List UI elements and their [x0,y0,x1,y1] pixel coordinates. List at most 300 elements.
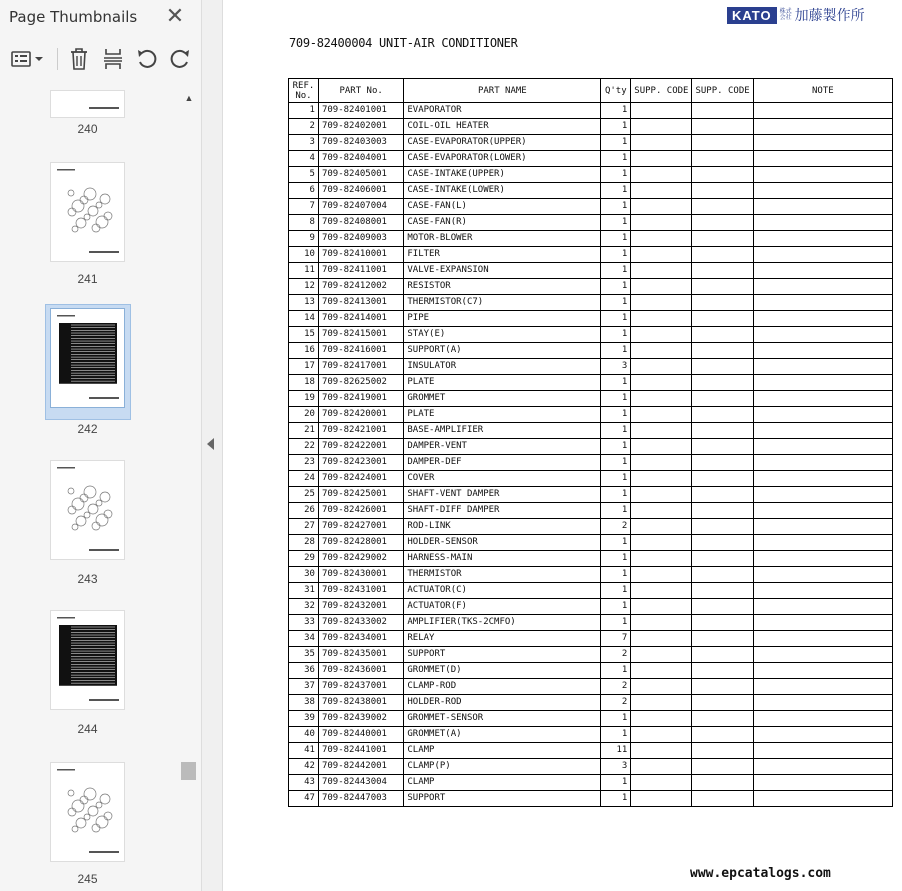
thumbnail-options-button[interactable] [8,44,46,74]
ref-cell: 37 [289,679,319,695]
supp-code-cell [631,631,692,647]
part-name-cell: CASE-EVAPORATOR(UPPER) [404,135,601,151]
qty-cell: 7 [601,631,631,647]
part-name-cell: THERMISTOR(C7) [404,295,601,311]
table-row [289,599,893,615]
part-name-cell: SHAFT-DIFF DAMPER [404,503,601,519]
note-cell [753,119,892,135]
supp-code-cell [631,327,692,343]
qty-cell: 1 [601,183,631,199]
insert-page-button[interactable] [100,44,126,74]
qty-cell: 1 [601,551,631,567]
supp-code-cell [692,247,753,263]
part-name-cell: MOTOR-BLOWER [404,231,601,247]
qty-cell: 1 [601,663,631,679]
logo-brand: KATO [727,7,777,24]
thumbnail-page[interactable] [50,762,125,862]
ref-cell: 18 [289,375,319,391]
part-number-cell: 709-82406001 [318,183,403,199]
part-number-cell: 709-82428001 [318,535,403,551]
table-row [289,583,893,599]
qty-cell: 1 [601,471,631,487]
part-name-cell: ACTUATOR(C) [404,583,601,599]
table-row [289,391,893,407]
table-row [289,663,893,679]
table-row [289,567,893,583]
supp-code-cell [692,775,753,791]
note-cell [753,455,892,471]
ref-cell: 38 [289,695,319,711]
table-row [289,695,893,711]
note-cell [753,375,892,391]
table-row [289,759,893,775]
supp-code-cell [631,279,692,295]
qty-cell: 1 [601,391,631,407]
panel-header [0,0,201,34]
part-number-cell: 709-82410001 [318,247,403,263]
supp-code-cell [631,439,692,455]
thumbnail-toolbar [0,44,201,76]
parts-table-body [289,103,893,807]
table-row [289,551,893,567]
part-number-cell: 709-82426001 [318,503,403,519]
thumbnail-page[interactable] [50,610,125,710]
table-row [289,151,893,167]
qty-cell: 2 [601,519,631,535]
qty-cell: 1 [601,503,631,519]
supp-code-cell [692,375,753,391]
qty-cell: 1 [601,343,631,359]
logo-small-text: 株式 会社 [779,9,792,21]
supp-code-cell [631,455,692,471]
qty-cell: 1 [601,375,631,391]
part-number-cell: 709-82412002 [318,279,403,295]
part-number-cell: 709-82411001 [318,263,403,279]
table-row [289,775,893,791]
thumbnail-page-number: 244 [77,722,98,736]
supp-code-cell [692,599,753,615]
note-cell [753,279,892,295]
ref-cell: 1 [289,103,319,119]
ref-cell: 42 [289,759,319,775]
collapse-panel-icon[interactable] [207,438,214,450]
supp-code-cell [692,407,753,423]
qty-cell: 1 [601,279,631,295]
part-number-cell: 709-82433002 [318,615,403,631]
supp-code-cell [692,663,753,679]
supp-code-cell [692,359,753,375]
thumbnail-page[interactable] [50,308,125,408]
supp-code-cell [631,119,692,135]
qty-cell: 1 [601,791,631,807]
supp-code-cell [631,151,692,167]
ref-cell: 41 [289,743,319,759]
ref-cell: 39 [289,711,319,727]
ref-cell: 9 [289,231,319,247]
part-name-cell: CASE-FAN(R) [404,215,601,231]
supp-code-cell [631,695,692,711]
qty-cell: 1 [601,295,631,311]
close-panel-button[interactable]: ✕ [165,3,185,28]
note-cell [753,247,892,263]
table-row [289,615,893,631]
ref-cell: 15 [289,327,319,343]
ref-cell: 19 [289,391,319,407]
part-number-cell: 709-82625002 [318,375,403,391]
note-cell [753,743,892,759]
qty-cell: 1 [601,775,631,791]
note-cell [753,567,892,583]
supp-code-cell [631,407,692,423]
ref-cell: 14 [289,311,319,327]
part-number-cell: 709-82401001 [318,103,403,119]
qty-cell: 1 [601,119,631,135]
qty-cell: 1 [601,135,631,151]
ref-cell: 47 [289,791,319,807]
supp-code-cell [631,775,692,791]
supp-code-cell [692,679,753,695]
supp-code-cell [692,695,753,711]
supp-code-cell [631,503,692,519]
part-name-cell: GROMMET(D) [404,663,601,679]
part-number-cell: 709-82437001 [318,679,403,695]
thumbnail-list[interactable] [0,86,181,891]
supp-code-cell [692,279,753,295]
qty-cell: 1 [601,231,631,247]
note-cell [753,167,892,183]
qty-cell: 1 [601,567,631,583]
part-number-cell: 709-82447003 [318,791,403,807]
part-number-cell: 709-82423001 [318,455,403,471]
qty-cell: 1 [601,455,631,471]
ref-cell: 12 [289,279,319,295]
supp-code-cell [631,247,692,263]
part-number-cell: 709-82422001 [318,439,403,455]
ref-cell: 8 [289,215,319,231]
qty-cell: 1 [601,711,631,727]
table-row [289,327,893,343]
part-name-cell: PIPE [404,311,601,327]
watermark: www.epcatalogs.com [690,866,831,881]
table-row [289,215,893,231]
part-number-cell: 709-82438001 [318,695,403,711]
ref-cell: 3 [289,135,319,151]
part-number-cell: 709-82415001 [318,327,403,343]
thumbnail-page-number: 241 [77,272,98,286]
note-cell [753,551,892,567]
part-number-cell: 709-82402001 [318,119,403,135]
qty-cell: 2 [601,695,631,711]
delete-page-button[interactable] [66,44,92,74]
part-number-cell: 709-82424001 [318,471,403,487]
note-cell [753,359,892,375]
supp-code-cell [631,311,692,327]
part-name-cell: SHAFT-VENT DAMPER [404,487,601,503]
part-name-cell: VALVE-EXPANSION [404,263,601,279]
part-number-cell: 709-82405001 [318,167,403,183]
qty-cell: 1 [601,535,631,551]
table-row [289,359,893,375]
ref-cell: 17 [289,359,319,375]
header-part-no: PART No. [318,79,403,103]
note-cell [753,711,892,727]
part-name-cell: GROMMET(A) [404,727,601,743]
supp-code-cell [692,215,753,231]
qty-cell: 1 [601,487,631,503]
thumbnail-preview [51,91,124,117]
supp-code-cell [631,183,692,199]
supp-code-cell [692,295,753,311]
ref-cell: 20 [289,407,319,423]
qty-cell: 1 [601,199,631,215]
table-row [289,199,893,215]
part-name-cell: RESISTOR [404,279,601,295]
table-row [289,743,893,759]
part-number-cell: 709-82414001 [318,311,403,327]
qty-cell: 2 [601,647,631,663]
supp-code-cell [631,567,692,583]
table-row [289,631,893,647]
note-cell [753,215,892,231]
ref-cell: 23 [289,455,319,471]
note-cell [753,423,892,439]
supp-code-cell [692,535,753,551]
supp-code-cell [631,231,692,247]
ref-cell: 5 [289,167,319,183]
part-name-cell: SUPPORT(A) [404,343,601,359]
supp-code-cell [631,167,692,183]
supp-code-cell [631,375,692,391]
supp-code-cell [692,199,753,215]
qty-cell: 1 [601,103,631,119]
part-name-cell: CASE-INTAKE(LOWER) [404,183,601,199]
supp-code-cell [631,391,692,407]
part-name-cell: ACTUATOR(F) [404,599,601,615]
thumbnail-page-number: 243 [77,572,98,586]
part-name-cell: HARNESS-MAIN [404,551,601,567]
part-number-cell: 709-82441001 [318,743,403,759]
part-number-cell: 709-82434001 [318,631,403,647]
table-row [289,183,893,199]
table-row [289,407,893,423]
supp-code-cell [692,311,753,327]
note-cell [753,391,892,407]
supp-code-cell [631,295,692,311]
part-number-cell: 709-82421001 [318,423,403,439]
part-number-cell: 709-82409003 [318,231,403,247]
supp-code-cell [692,759,753,775]
part-name-cell: FILTER [404,247,601,263]
part-number-cell: 709-82416001 [318,343,403,359]
header-supp-code-1: SUPP. CODE [631,79,692,103]
thumbnail-page-number: 245 [77,872,98,886]
part-name-cell: CLAMP [404,775,601,791]
part-name-cell: DAMPER-VENT [404,439,601,455]
part-number-cell: 709-82419001 [318,391,403,407]
part-number-cell: 709-82420001 [318,407,403,423]
note-cell [753,471,892,487]
ref-cell: 40 [289,727,319,743]
supp-code-cell [692,455,753,471]
kato-logo [727,5,865,25]
qty-cell: 1 [601,583,631,599]
supp-code-cell [692,119,753,135]
part-number-cell: 709-82429002 [318,551,403,567]
supp-code-cell [631,471,692,487]
rotate-clockwise-button[interactable] [167,44,193,74]
thumbnail-page[interactable] [50,90,125,118]
ref-cell: 16 [289,343,319,359]
supp-code-cell [692,439,753,455]
ref-cell: 33 [289,615,319,631]
supp-code-cell [631,711,692,727]
note-cell [753,631,892,647]
table-row [289,343,893,359]
ref-cell: 10 [289,247,319,263]
insert-page-icon [102,47,124,71]
part-name-cell: THERMISTOR [404,567,601,583]
ref-cell: 36 [289,663,319,679]
part-name-cell: AMPLIFIER(TKS-2CMFO) [404,615,601,631]
supp-code-cell [631,199,692,215]
part-number-cell: 709-82407004 [318,199,403,215]
header-ref: REF. No. [289,79,319,103]
part-name-cell: HOLDER-SENSOR [404,535,601,551]
ref-cell: 26 [289,503,319,519]
note-cell [753,535,892,551]
part-number-cell: 709-82435001 [318,647,403,663]
table-row [289,295,893,311]
part-name-cell: INSULATOR [404,359,601,375]
note-cell [753,327,892,343]
note-cell [753,663,892,679]
supp-code-cell [631,791,692,807]
table-row [289,167,893,183]
ref-cell: 25 [289,487,319,503]
table-row [289,535,893,551]
rotate-clockwise-icon [168,47,192,71]
part-number-cell: 709-82403003 [318,135,403,151]
supp-code-cell [692,327,753,343]
supp-code-cell [631,599,692,615]
qty-cell: 1 [601,439,631,455]
part-name-cell: SUPPORT [404,647,601,663]
toolbar-separator [57,48,58,70]
thumbnail-page-number: 240 [77,122,98,136]
thumbnail-page[interactable] [50,162,125,262]
thumbnail-preview [51,763,124,861]
part-number-cell: 709-82417001 [318,359,403,375]
table-row [289,423,893,439]
thumbnail-page-number: 242 [77,422,98,436]
part-name-cell: BASE-AMPLIFIER [404,423,601,439]
supp-code-cell [692,743,753,759]
supp-code-cell [692,183,753,199]
supp-code-cell [692,567,753,583]
supp-code-cell [692,647,753,663]
part-number-cell: 709-82431001 [318,583,403,599]
qty-cell: 1 [601,407,631,423]
qty-cell: 2 [601,679,631,695]
supp-code-cell [631,343,692,359]
note-cell [753,487,892,503]
logo-japanese: 加藤製作所 [794,8,865,24]
ref-cell: 34 [289,631,319,647]
ref-cell: 27 [289,519,319,535]
supp-code-cell [631,535,692,551]
part-name-cell: ROD-LINK [404,519,601,535]
qty-cell: 1 [601,423,631,439]
note-cell [753,695,892,711]
part-name-cell: PLATE [404,407,601,423]
rotate-counterclockwise-icon [135,47,159,71]
table-row [289,455,893,471]
table-row [289,231,893,247]
part-number-cell: 709-82440001 [318,727,403,743]
thumbnail-page[interactable] [50,460,125,560]
supp-code-cell [631,615,692,631]
part-number-cell: 709-82442001 [318,759,403,775]
note-cell [753,439,892,455]
ref-cell: 35 [289,647,319,663]
qty-cell: 1 [601,263,631,279]
note-cell [753,775,892,791]
thumbnail-preview [51,611,124,709]
rotate-counterclockwise-button[interactable] [134,44,160,74]
ref-cell: 30 [289,567,319,583]
part-name-cell: PLATE [404,375,601,391]
supp-code-cell [631,263,692,279]
table-row [289,279,893,295]
part-name-cell: CLAMP-ROD [404,679,601,695]
note-cell [753,647,892,663]
qty-cell: 1 [601,215,631,231]
scroll-up-icon[interactable]: ▲ [184,93,194,103]
qty-cell: 3 [601,359,631,375]
qty-cell: 1 [601,599,631,615]
qty-cell: 1 [601,311,631,327]
supp-code-cell [692,231,753,247]
table-row [289,439,893,455]
note-cell [753,263,892,279]
part-name-cell: CLAMP(P) [404,759,601,775]
note-cell [753,151,892,167]
ref-cell: 13 [289,295,319,311]
note-cell [753,135,892,151]
note-cell [753,679,892,695]
ref-cell: 7 [289,199,319,215]
supp-code-cell [692,487,753,503]
qty-cell: 1 [601,727,631,743]
table-row [289,311,893,327]
part-number-cell: 709-82427001 [318,519,403,535]
supp-code-cell [631,135,692,151]
part-number-cell: 709-82439002 [318,711,403,727]
supp-code-cell [692,167,753,183]
panel-title: Page Thumbnails [9,8,138,26]
document-title: 709-82400004 UNIT-AIR CONDITIONER [289,36,518,50]
part-name-cell: COVER [404,471,601,487]
ref-cell: 2 [289,119,319,135]
header-supp-code-2: SUPP. CODE [692,79,753,103]
supp-code-cell [631,551,692,567]
supp-code-cell [692,615,753,631]
supp-code-cell [692,711,753,727]
scrollbar-thumb[interactable] [181,762,196,780]
supp-code-cell [692,263,753,279]
table-row [289,727,893,743]
supp-code-cell [631,423,692,439]
